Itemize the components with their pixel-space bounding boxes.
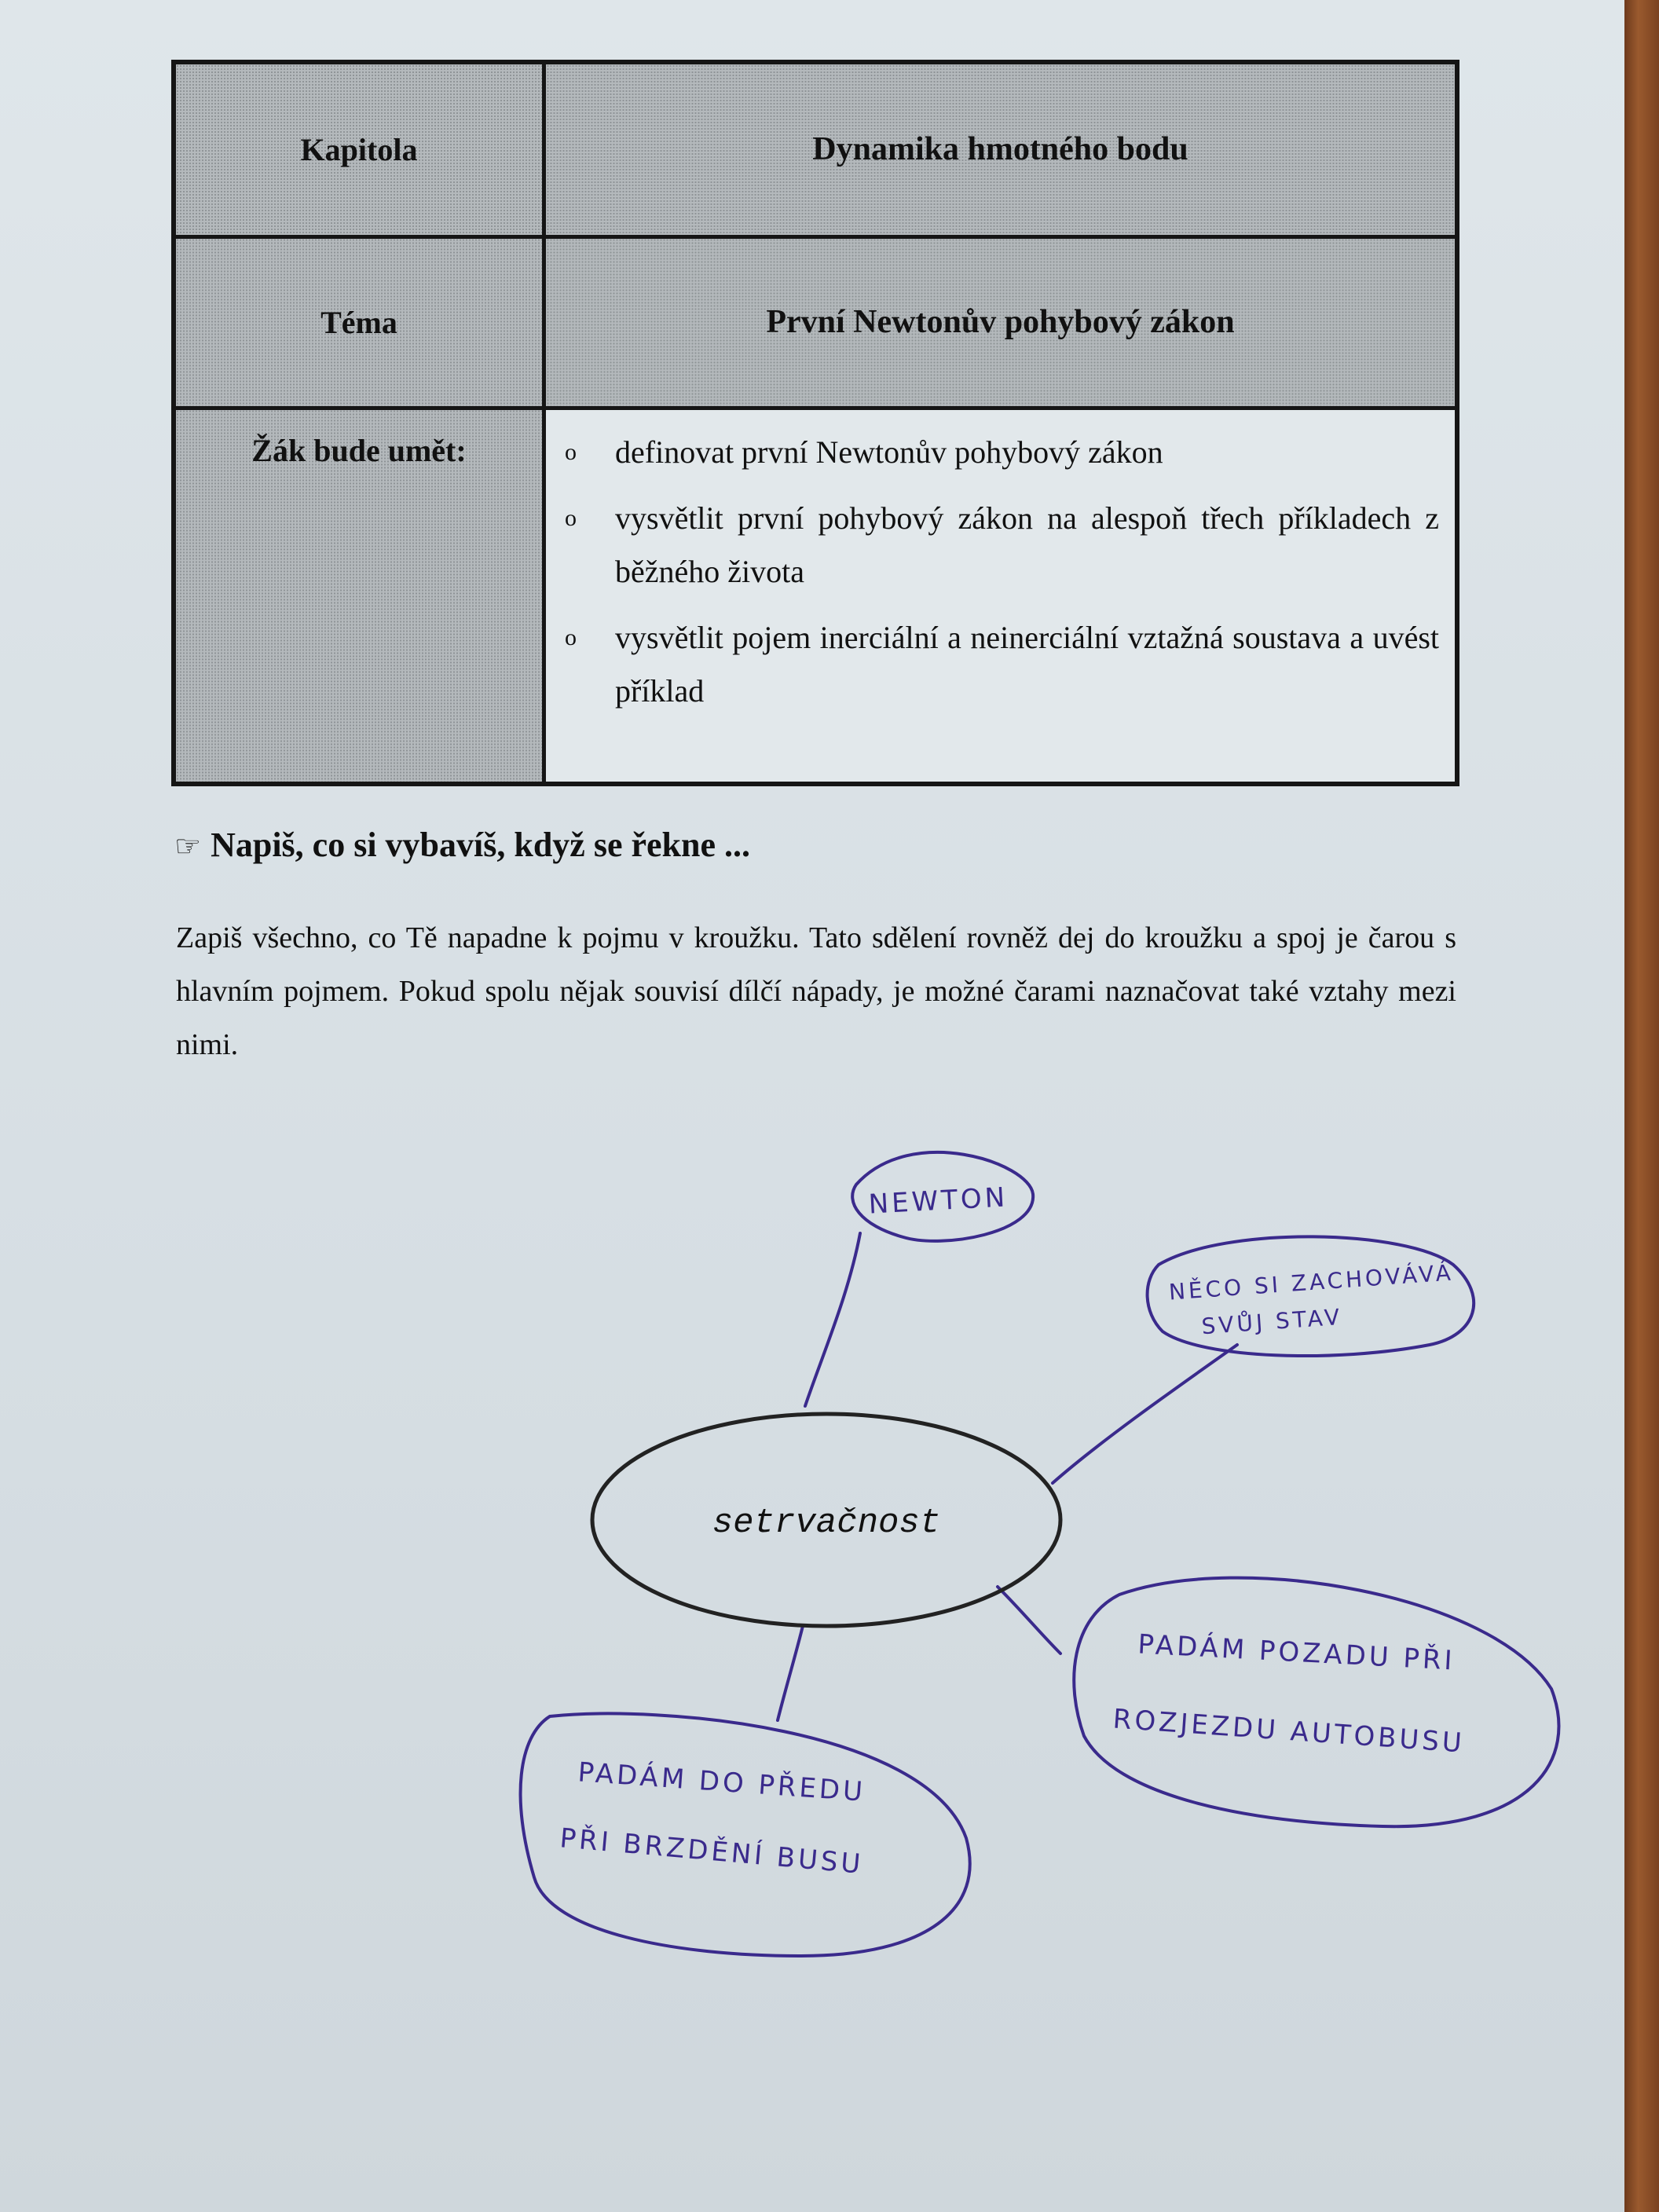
bus-brake-connector (778, 1626, 803, 1720)
table-surface (1624, 0, 1659, 2212)
newton-text: NEWTON (867, 1181, 1009, 1221)
central-concept-label: setrvačnost (712, 1503, 941, 1543)
exercise-heading-text: Napiš, co si vybavíš, když se řekne ... (211, 826, 751, 864)
topic-value: První Newtonův pohybový zákon (544, 236, 1458, 408)
circle-bullet-icon: o (565, 624, 577, 650)
topic-label: Téma (174, 236, 544, 408)
chapter-value: Dynamika hmotného bodu (544, 62, 1458, 236)
bus-start-bubble (1074, 1578, 1558, 1827)
keeps-state-connector (1053, 1345, 1237, 1483)
goal-text: definovat první Newtonův pohybový zákon (615, 434, 1163, 470)
exercise-instructions: Zapiš všechno, co Tě napadne k pojmu v kroužku. Tato sdělení rovněž dej do kroužku a spoj je čarou s hlavním pojmem. Pokud spolu nějak souvisí dílčí nápady, je možné čarami naznačovat také vztahy mezi nimi. (176, 921, 1456, 1061)
goal-text: vysvětlit první pohybový zákon na alespoň třech příkladech z běžného života (615, 500, 1439, 589)
bus-brake-text-1: PADÁM DO PŘEDU (577, 1756, 867, 1808)
newton-connector (805, 1233, 860, 1406)
bus-start-text-2: ROZJEZDU AUTOBUSU (1111, 1703, 1466, 1760)
keeps-state-text-2: SVŮJ STAV (1200, 1303, 1344, 1340)
circle-bullet-icon: o (565, 438, 577, 465)
circle-bullet-icon: o (565, 504, 577, 531)
keeps-state-text-1: NĚCO SI ZACHOVÁVÁ (1167, 1259, 1455, 1306)
pointing-hand-icon: ☞ (174, 829, 202, 863)
goals-label: Žák bude umět: (174, 408, 544, 784)
bus-brake-text-2: PŘI BRZDĚNÍ BUSU (558, 1822, 865, 1881)
goal-text: vysvětlit pojem inerciální a neinerciální vztažná soustava a uvést příklad (615, 619, 1439, 709)
bus-start-connector (998, 1587, 1060, 1654)
bus-start-text-1: PADÁM POZADU PŘI (1137, 1628, 1456, 1677)
chapter-label: Kapitola (174, 62, 544, 236)
